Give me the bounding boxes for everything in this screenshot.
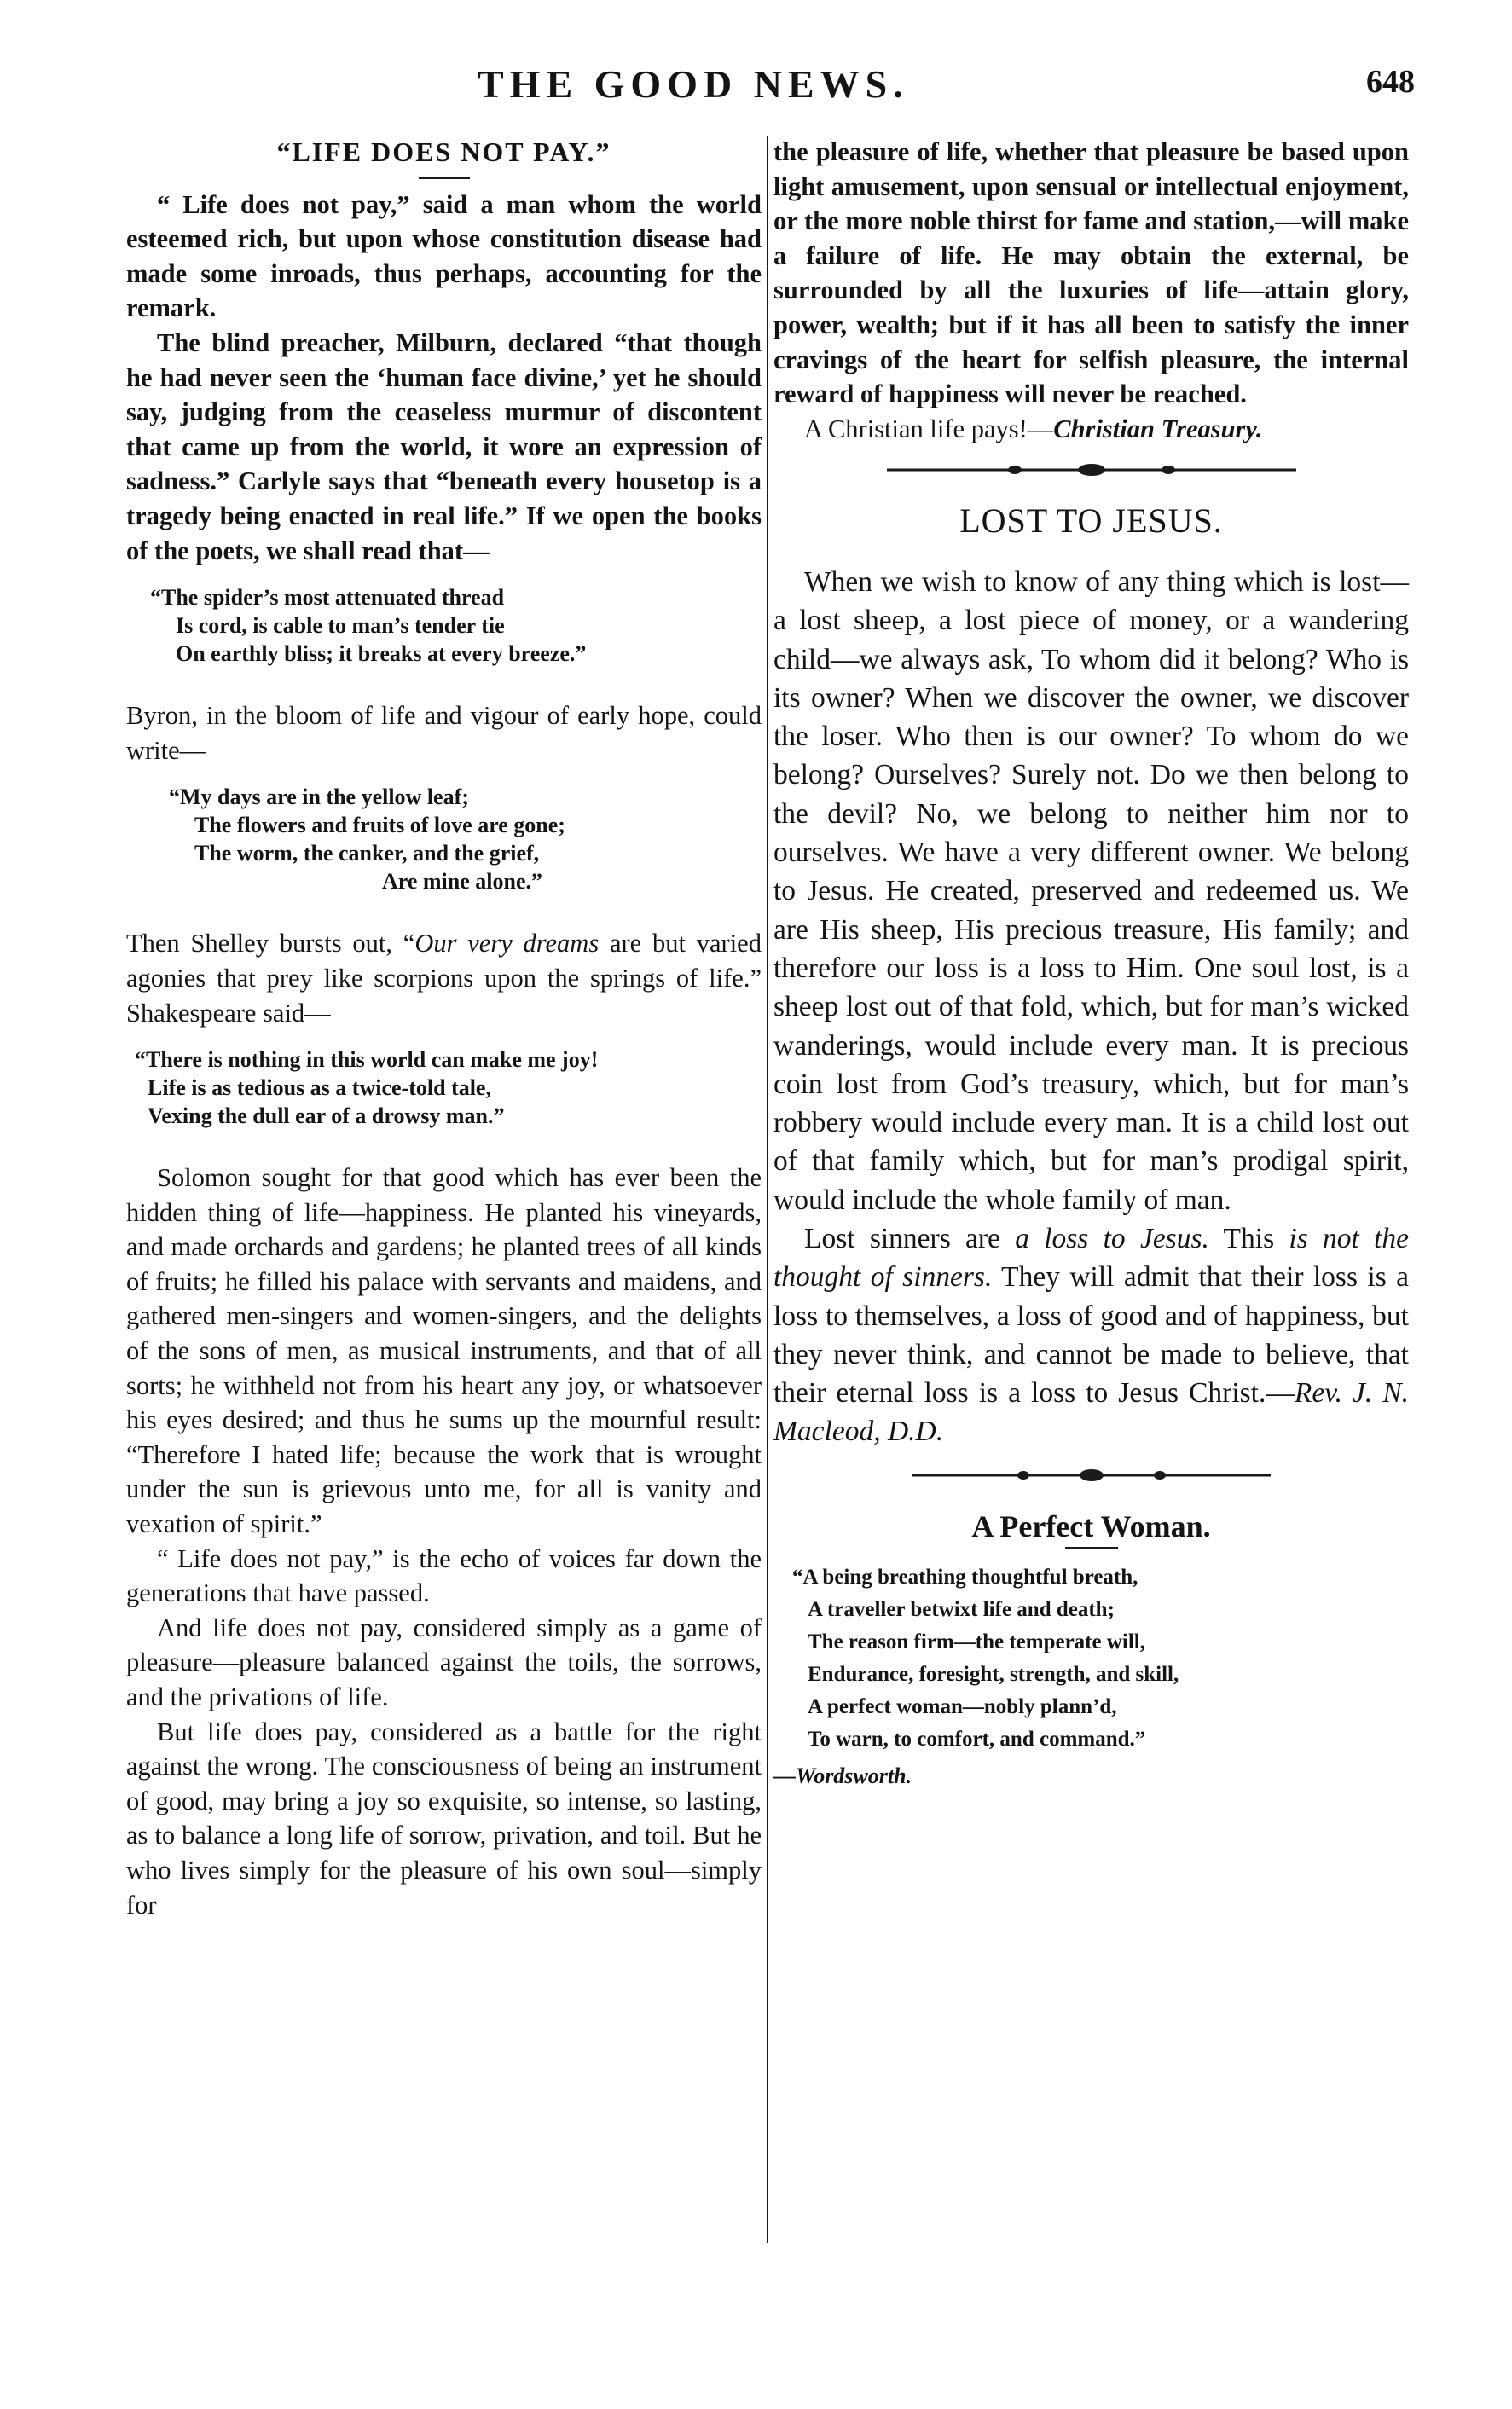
paragraph: the pleasure of life, whether that pleasure be based upon light amusement, upon sensual or intellectual enjoyment, or the more noble thirst for fame and station,—will make a failure of life. He may obtain the external, be surrounded by all the luxuries of life—attain glory, power, wealth; but if it has all been to satisfy the inner cravings of the heart for selfish pleasure, the internal reward of happiness will never be reached.: [773, 137, 1409, 409]
article-title-life-does-not-pay: “LIFE DOES NOT PAY.”: [276, 136, 611, 167]
verse-line: Vexing the dull ear of a drowsy man.”: [148, 1103, 505, 1129]
page-header: [0, 61, 1512, 113]
column-divider: [767, 136, 768, 2243]
text-run-italic: Our very dreams: [414, 929, 600, 958]
text-run: Lost sinners are: [804, 1222, 1016, 1254]
paragraph: And life does not pay, considered simply as a game of pleasure—pleasure balanced against the toils, the sorrows, and the privations of life.: [126, 1613, 762, 1711]
text-run: They will admit that their loss is a loss to themselves, a loss of good and of happiness, but they never think, and cannot be made to believe, that their eternal loss is a loss to Jesus Christ.—: [773, 1261, 1409, 1410]
ornamental-rule: [887, 461, 1296, 478]
verse-quote: [126, 783, 762, 895]
ornamental-rule: [912, 1467, 1271, 1484]
verse-line: A traveller betwixt life and death;: [808, 1598, 1115, 1622]
verse-line: The reason firm—the temperate will,: [808, 1630, 1145, 1654]
paragraph: Byron, in the bloom of life and vigour of early hope, could write—: [126, 701, 762, 765]
verse-line: To warn, to comfort, and command.”: [808, 1728, 1146, 1752]
text-run-italic: is not the thought of sinners.: [773, 1222, 1410, 1294]
paragraph: [773, 412, 1409, 447]
verse-line: The worm, the canker, and the grief,: [194, 841, 540, 866]
paragraph: When we wish to know of any thing which is lost—a lost sheep, a lost piece of money, or a wandering child—we always ask, To whom did it belong? Who is its owner? When we discover the owner, we discover the loser. Who then is our owner? To whom do we belong? Ourselves? Surely not. Do we then belong to the devil? No, we belong to neither him nor to ourselves. We have a very different owner. We belong to Jesus. He created, preserved and redeemed us. We are His sheep, His precious treasure, His family; and therefore our loss is a loss to Him. One soul lost, is a sheep lost out of that fold, which, but for man’s wicked wanderings, would include every man. It is precious coin lost from God’s treasury, which, but for man’s robbery would include every man. It is a child lost out of that family which, but for man’s prodigal spirit, would include the whole family of man.: [773, 565, 1409, 1216]
verse-line: Is cord, is cable to man’s tender tie: [176, 613, 505, 639]
verse-line: “My days are in the yellow leaf;: [169, 785, 469, 810]
text-run: This: [1208, 1222, 1289, 1254]
text-run: are but varied agonies that prey like scorpions upon the springs of life.” Shakespeare said—: [126, 929, 762, 1028]
paragraph: But life does pay, considered as a battle for the right against the wrong. The consciousness of being an instrument of good, may bring a joy so exquisite, so intense, so lasting, as to balance a long life of sorrow, privation, and toil. But he who lives simply for the pleasure of his own soul—simply for: [126, 1717, 762, 1920]
source-citation: Christian Treasury.: [1053, 414, 1263, 443]
poem-verse: [773, 1561, 1409, 1756]
verse-line: On earthly bliss; it breaks at every breeze.”: [176, 641, 587, 667]
paragraph: The blind preacher, Milburn, declared “that though he had never seen the ‘human face divine,’ yet he should say, judging from the ceaseless murmur of discontent that came up from the world, it wore an expression of sadness.” Carlyle says that “beneath every housetop is a tragedy being enacted in real life.” If we open the books of the poets, we shall read that—: [126, 327, 762, 565]
paragraph: [773, 1219, 1409, 1451]
text-run: Then Shelley bursts out, “: [126, 929, 415, 958]
verse-line: “A being breathing thoughtful breath,: [792, 1566, 1138, 1590]
verse-quote: [126, 583, 762, 668]
right-column: [773, 135, 1409, 1794]
title-rule: [1065, 1547, 1118, 1549]
page-number: 648: [1366, 64, 1415, 100]
running-title: THE GOOD NEWS.: [478, 62, 909, 106]
verse-line: “The spider’s most attenuated thread: [150, 585, 505, 611]
verse-line: A perfect woman—nobly plann’d,: [808, 1695, 1117, 1719]
article-title-lost-to-jesus: LOST TO JESUS.: [959, 501, 1223, 541]
text-run-italic: a loss to Jesus.: [1015, 1222, 1209, 1254]
verse-line: Are mine alone.”: [382, 869, 542, 895]
verse-line: Endurance, foresight, strength, and skill,: [808, 1663, 1179, 1687]
paragraph: “ Life does not pay,” is the echo of voices far down the generations that have passed.: [126, 1543, 762, 1608]
verse-quote: [126, 1045, 762, 1130]
verse-line: Life is as tedious as a twice-told tale,: [148, 1075, 491, 1101]
paragraph: Solomon sought for that good which has ever been the hidden thing of life—happiness. He planted his vineyards, and made orchards and gardens; he planted trees of all kinds of fruits; he filled his palace with servants and maidens, and gathered men-singers and women-singers, and the delights of the sons of men, as musical instruments, and that of all sorts; he withheld not from his heart any joy, or whatsoever his eyes desired; and thus he sums up the mournful result: “Therefore I hated life; because the work that is wrought under the sun is grievous unto me, for all is vanity and vexation of spirit.”: [126, 1163, 762, 1539]
text-run: A Christian life pays!—: [804, 414, 1054, 443]
author-attribution: Rev. J. N. Macleod, D.D.: [773, 1377, 1409, 1448]
poem-title-perfect-woman: A Perfect Woman.: [971, 1509, 1211, 1543]
verse-line: The flowers and fruits of love are gone;: [194, 813, 565, 838]
paragraph: “ Life does not pay,” said a man whom the world esteemed rich, but upon whose constitution disease had made some inroads, thus perhaps, accounting for the remark.: [126, 189, 762, 323]
verse-line: “There is nothing in this world can make me joy!: [135, 1047, 599, 1073]
title-rule: [419, 177, 470, 179]
left-column: [126, 135, 762, 1922]
poem-attribution: —Wordsworth.: [773, 1763, 912, 1789]
paragraph: [126, 926, 762, 1030]
